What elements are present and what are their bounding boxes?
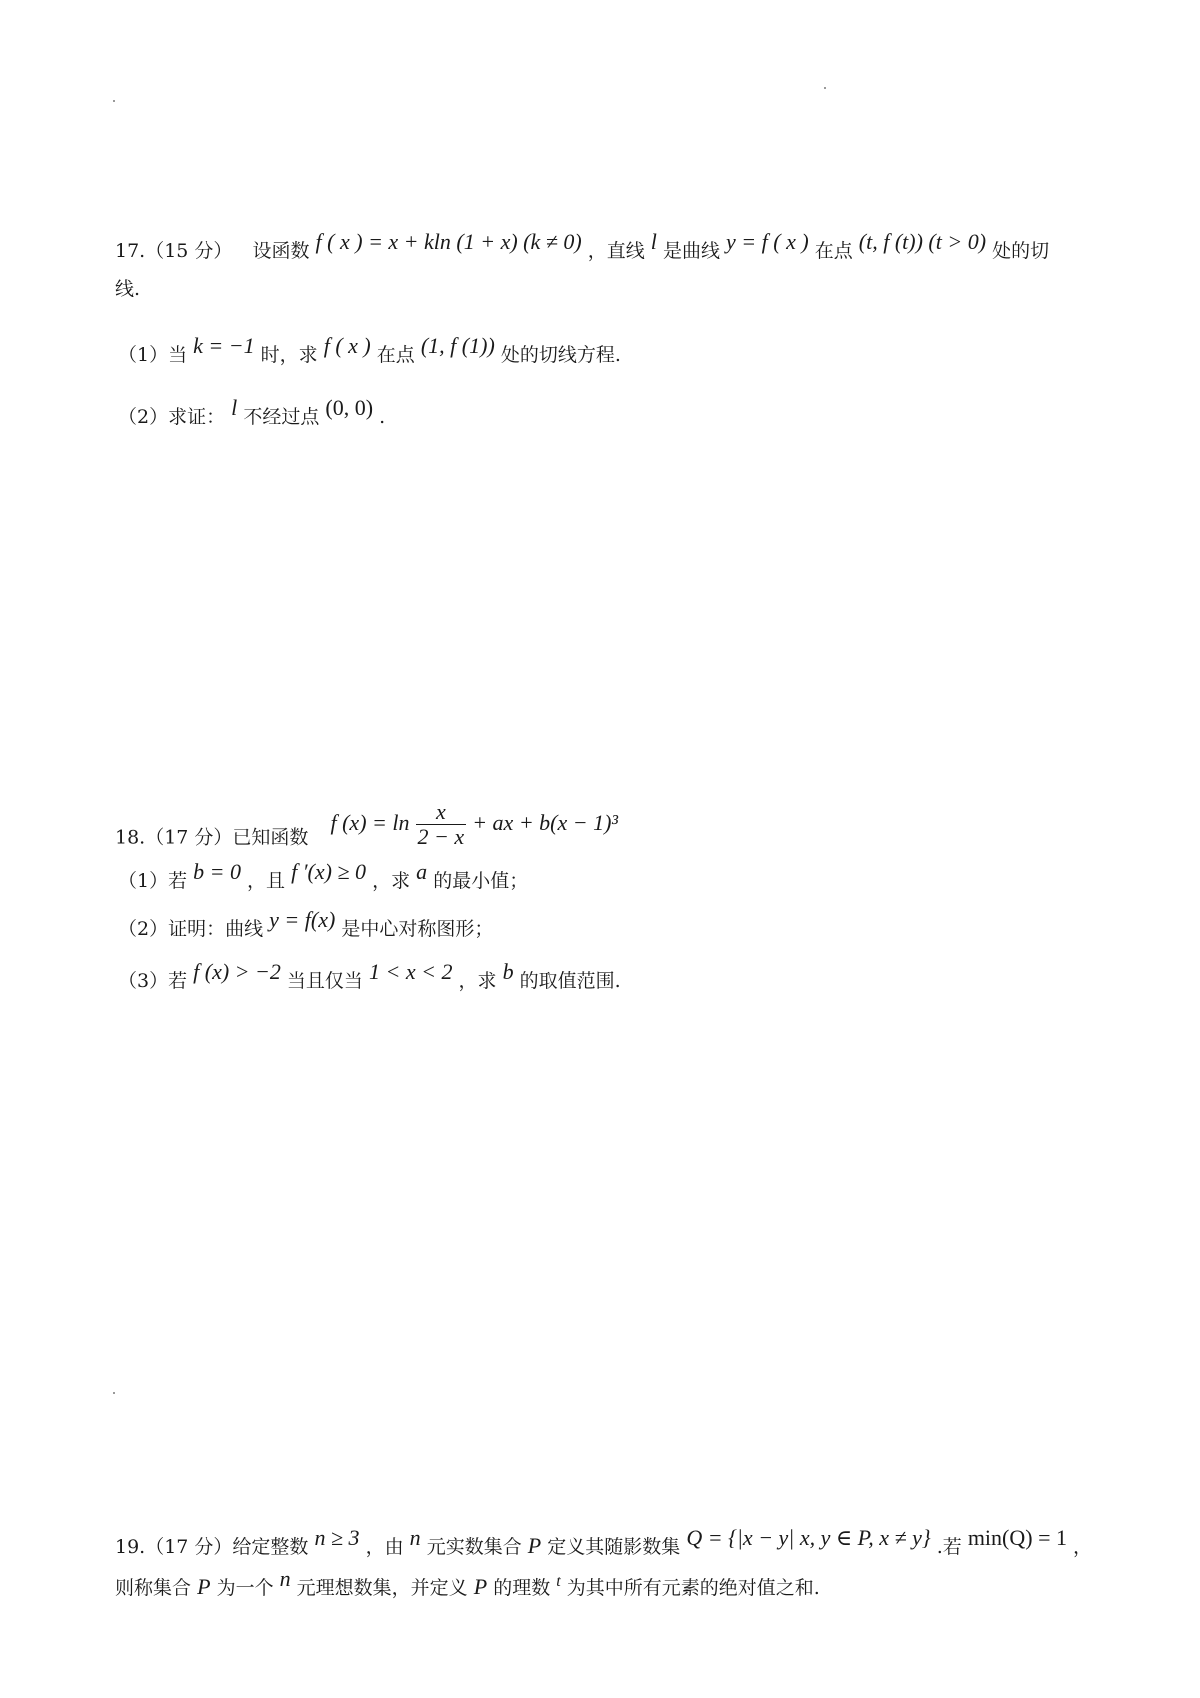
problem-17-line-2 [115, 273, 1105, 305]
math-symbol: P [197, 1574, 211, 1599]
scan-mark [113, 100, 115, 102]
problem-label: 19.（17 分）给定整数 [115, 1536, 309, 1558]
math-expression: f (x) = ln [330, 809, 410, 835]
part-text: 时，求 [260, 344, 318, 366]
math-symbol: P [473, 1574, 488, 1599]
problem-17-part-1 [118, 333, 621, 367]
part-text: 的取值范围. [519, 970, 621, 992]
part-text: ，且 [247, 870, 286, 892]
problem-18-part-2 [118, 907, 494, 941]
math-expression: k = −1 [193, 333, 255, 358]
problem-18-part-3 [118, 959, 621, 993]
problem-19-line-2 [115, 1566, 1115, 1606]
problem-text: 元理想数集，并定义 [296, 1577, 468, 1599]
problem-text: 线. [115, 278, 141, 300]
scan-mark [824, 87, 826, 89]
problem-text: 在点 [814, 240, 853, 262]
problem-text: 则称集合 [115, 1577, 192, 1599]
part-text: . [379, 406, 386, 428]
part-text: （3）若 [118, 970, 188, 992]
problem-label: 17.（15 分） [115, 240, 233, 262]
part-text: 当且仅当 [286, 970, 363, 992]
part-text: （1）当 [118, 344, 188, 366]
math-expression: y = f ( x ) [726, 229, 809, 254]
problem-19-line-1 [115, 1525, 1115, 1563]
math-expression: min(Q) = 1 [967, 1525, 1067, 1550]
problem-text: 为其中所有元素的绝对值之和. [566, 1577, 820, 1599]
problem-17-part-2 [118, 395, 386, 429]
math-expression: f ( x ) [323, 333, 371, 358]
math-fraction [416, 800, 467, 849]
fraction-denominator: 2 − x [417, 824, 465, 849]
math-symbol: a [416, 859, 428, 884]
problem-text: ， [1073, 1536, 1093, 1558]
math-symbol: l [231, 395, 238, 420]
math-expression: (0, 0) [325, 395, 374, 420]
part-text: 处的切线方程. [500, 344, 621, 366]
problem-18-line-1 [115, 799, 1105, 863]
problem-text: 的理数 [493, 1577, 551, 1599]
part-text: 不经过点 [243, 406, 320, 428]
math-expression: 1 < x < 2 [368, 959, 453, 984]
math-expression: Q = {|x − y| x, y ∈ P, x ≠ y} [686, 1525, 931, 1550]
problem-text: .若 [936, 1536, 962, 1558]
function-definition [330, 799, 619, 849]
math-symbol: b [502, 959, 514, 984]
math-expression: (t, f (t)) (t > 0) [858, 229, 987, 254]
scan-mark [113, 1392, 115, 1394]
problem-text: 处的切 [992, 240, 1050, 262]
problem-text: ，由 [365, 1536, 404, 1558]
math-expression: (1, f (1)) [420, 333, 495, 358]
math-expression: b = 0 [193, 859, 241, 884]
problem-18 [115, 799, 1105, 863]
math-symbol: P [527, 1533, 542, 1558]
problem-text: 为一个 [216, 1577, 274, 1599]
part-text: （1）若 [118, 870, 188, 892]
part-text: （2）证明：曲线 [118, 918, 264, 940]
problem-19 [115, 1525, 1115, 1606]
part-text: 是中心对称图形； [341, 918, 494, 940]
problem-17-line-1 [115, 229, 1105, 267]
fraction-numerator: x [435, 799, 446, 824]
problem-text: 是曲线 [662, 240, 720, 262]
part-text: （2）求证： [118, 406, 226, 428]
part-text: 在点 [376, 344, 415, 366]
math-expression: y = f(x) [269, 907, 336, 932]
problem-text: 设函数 [252, 240, 310, 262]
math-symbol: t [556, 1573, 561, 1590]
math-symbol: l [650, 229, 657, 254]
math-expression: + ax + b(x − 1)³ [472, 809, 619, 835]
math-symbol: n [409, 1525, 421, 1550]
math-expression: f ( x ) = x + kln (1 + x) (k ≠ 0) [315, 229, 582, 254]
math-expression: f ′(x) ≥ 0 [291, 859, 367, 884]
part-text: ，求 [458, 970, 497, 992]
problem-text: ，直线 [587, 240, 645, 262]
problem-17 [115, 229, 1105, 305]
part-text: 的最小值； [433, 870, 529, 892]
math-expression: f (x) > −2 [193, 959, 281, 984]
problem-text: 定义其随影数集 [547, 1536, 681, 1558]
problem-text: 元实数集合 [426, 1536, 522, 1558]
part-text: ，求 [372, 870, 411, 892]
math-symbol: n [279, 1566, 291, 1591]
problem-18-part-1 [118, 859, 529, 893]
problem-label: 18.（17 分）已知函数 [115, 826, 309, 849]
math-expression: n ≥ 3 [314, 1525, 360, 1550]
